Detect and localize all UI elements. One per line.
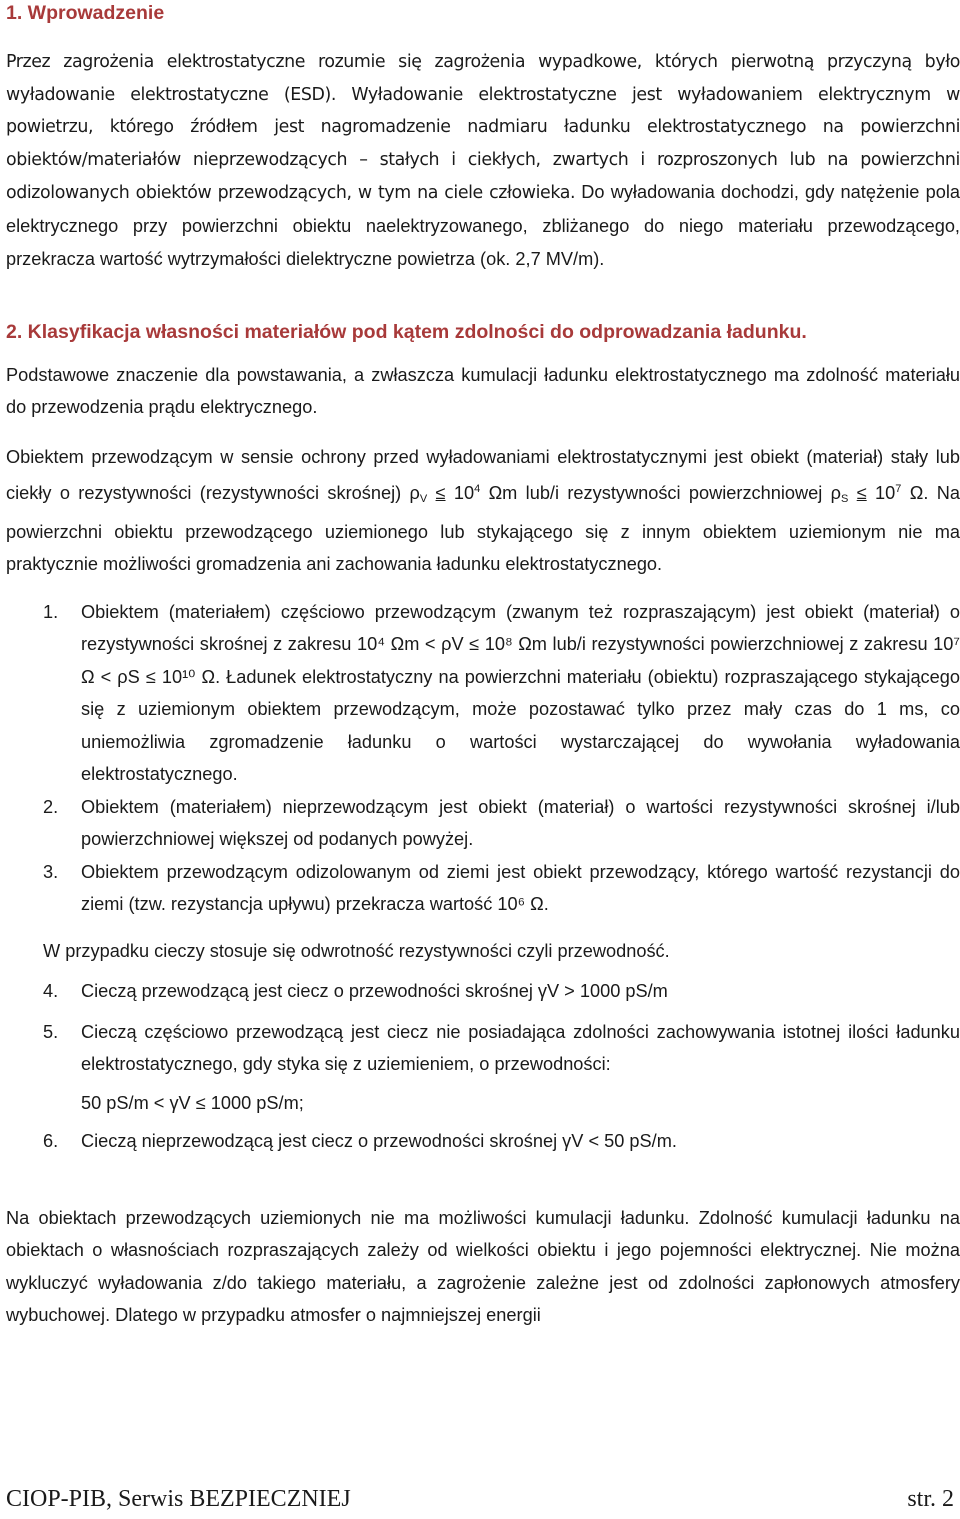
list-number: 5. [43,1021,59,1042]
spacer [848,483,856,503]
list-item-text: Obiektem przewodzącym odizolowanym od ziemi jest obiekt przewodzący, którego wartość rezystancji do ziemi (tzw. rezystancja upływu) przekracza wartość 10⁶ Ω. [81,861,960,914]
list-number: 1. [43,601,59,622]
le-symbol: ≤ [435,483,446,503]
list-number: 4. [43,981,59,1001]
list-item-text: Cieczą przewodzącą jest ciecz o przewodności skrośnej γV > 1000 pS/m [81,981,668,1001]
exp-7: 7 [895,483,902,495]
section-2-heading: 2. Klasyfikacja własności materiałów pod kątem zdolności do odprowadzania ładunku. [6,320,807,343]
intro-paragraph [6,46,960,277]
intro-text-b: Do wyładowania dochodzi, gdy natężenie pola elektrycznego przy powierzchni obiektu naelektryzowanego, zbliżanego do niego materiału przewodzącego, przekracza wartość wytrzymałości dielektryczne powietrza (ok. 2,7 MV/m). [6,182,960,269]
list-item [6,975,960,1008]
list-item [6,596,960,791]
list-item-text: Cieczą nieprzewodzącą jest ciecz o przewodności skrośnej γV < 50 pS/m. [81,1131,677,1151]
footer-page-number: str. 2 [907,1486,954,1512]
sub-s: S [841,493,849,505]
list-number: 2. [43,796,59,817]
list-item [6,1125,960,1158]
conductive-text-g: Ω. Na powierzchni obiektu przewodzącego uziemionego lub stykającego się z innym obiektem uziemionym nie ma praktycznie możliwości gromadzenia ani zachowania ładunku elektrostatycznego. [6,483,960,574]
conductive-text-d: Ωm lub/i rezystywności powierzchniowej ρ [480,483,842,503]
le-symbol: ≤ [856,483,867,503]
conductive-definition [6,441,960,581]
list-item-text: 50 pS/m < γV ≤ 1000 pS/m; [81,1092,304,1113]
list-item-text: Obiektem (materiałem) nieprzewodzącym jest obiekt (materiał) o wartości rezystywności skrośnej i/lub powierzchniowej większej od podanych powyżej. [81,796,960,849]
document-page [6,0,960,1332]
sub-v: V [419,493,428,505]
liquid-classes-list [6,975,960,1158]
conductive-text-a: Obiektem przewodzącym w sensie ochrony przed wyładowaniami elektrostatycznymi jest obiekt (materiał) stały lub ciekły o rezystywności (rezystywności skrośnej) ρ [6,446,960,503]
footer-publisher: CIOP-PIB, Serwis BEZPIECZNIEJ [6,1486,351,1512]
exp-4: 4 [474,483,481,495]
list-item [6,1087,960,1120]
spacer [427,483,435,503]
list-item [6,856,960,921]
section-1-heading: 1. Wprowadzenie [6,2,165,24]
conductive-text-c: 10 [445,483,475,503]
list-number: 6. [43,1131,59,1151]
intro-text-a: Przez zagrożenia elektrostatyczne rozumie się zagrożenia wypadkowe, których pierwotną przyczyną było wyładowanie elektrostatyczne (ESD). Wyładowanie elektrostatyczne jest wyładowaniem elektrycznym w powietrzu, którego źródłem jest nagromadzenie nadmiaru ładunku elektrostatycznego na powierzchni obiektów/materiałów nieprzewodzących – stałych i ciekłych, zwartych i rozproszonych lub na powierzchni odizolowanych obiektów przewodzących, w tym na ciele człowieka. [6,52,960,203]
list-item-text: Obiektem (materiałem) częściowo przewodzącym (zwanym też rozpraszającym) jest obiekt (materiał) o rezystywności skrośnej z zakresu 10⁴ Ωm < ρV ≤ 10⁸ Ωm lub/i rezystywności powierzchniowej z zakresu 10⁷ Ω < ρS ≤ 10¹⁰ Ω. Ładunek elektrostatyczny na powierzchni materiału (obiektu) rozpraszającego stykającego się z uziemionym obiektem przewodzącym, może pozostawać tylko przez mały czas do 1 ms, co uniemożliwia zgromadzenie ładunku o wartości wystarczającej do wywołania wyładowania elektrostatycznego. [81,601,960,784]
closing-paragraph: Na obiektach przewodzących uziemionych nie ma możliwości kumulacji ładunku. Zdolność kumulacji ładunku na obiektach o własnościach rozpraszających zależy od wielkości obiektu i jego pojemności elektrycznej. Nie można wykluczyć wyładowania z/do takiego materiału, a zagrożenie zależne jest od zdolności zapłonowych atmosfery wybuchowej. Dlatego w przypadku atmosfer o najmniejszej energii [6,1207,960,1325]
list-item-text: Cieczą częściowo przewodzącą jest ciecz nie posiadająca zdolności zachowywania istotnej ilości ładunku elektrostatycznego, gdy styka się z uziemieniem, o przewodności: [81,1021,960,1074]
list-item [6,791,960,856]
list-number: 3. [43,861,59,882]
conductive-text-f: 10 [866,483,896,503]
material-classes-list [6,596,960,921]
list-item [6,1016,960,1081]
section-2-intro: Podstawowe znaczenie dla powstawania, a zwłaszcza kumulacji ładunku elektrostatycznego ma zdolność materiału do przewodzenia prądu elektrycznego. [6,364,960,417]
liquids-intro: W przypadku cieczy stosuje się odwrotność rezystywności czyli przewodność. [43,940,670,961]
page-footer [6,1486,954,1513]
